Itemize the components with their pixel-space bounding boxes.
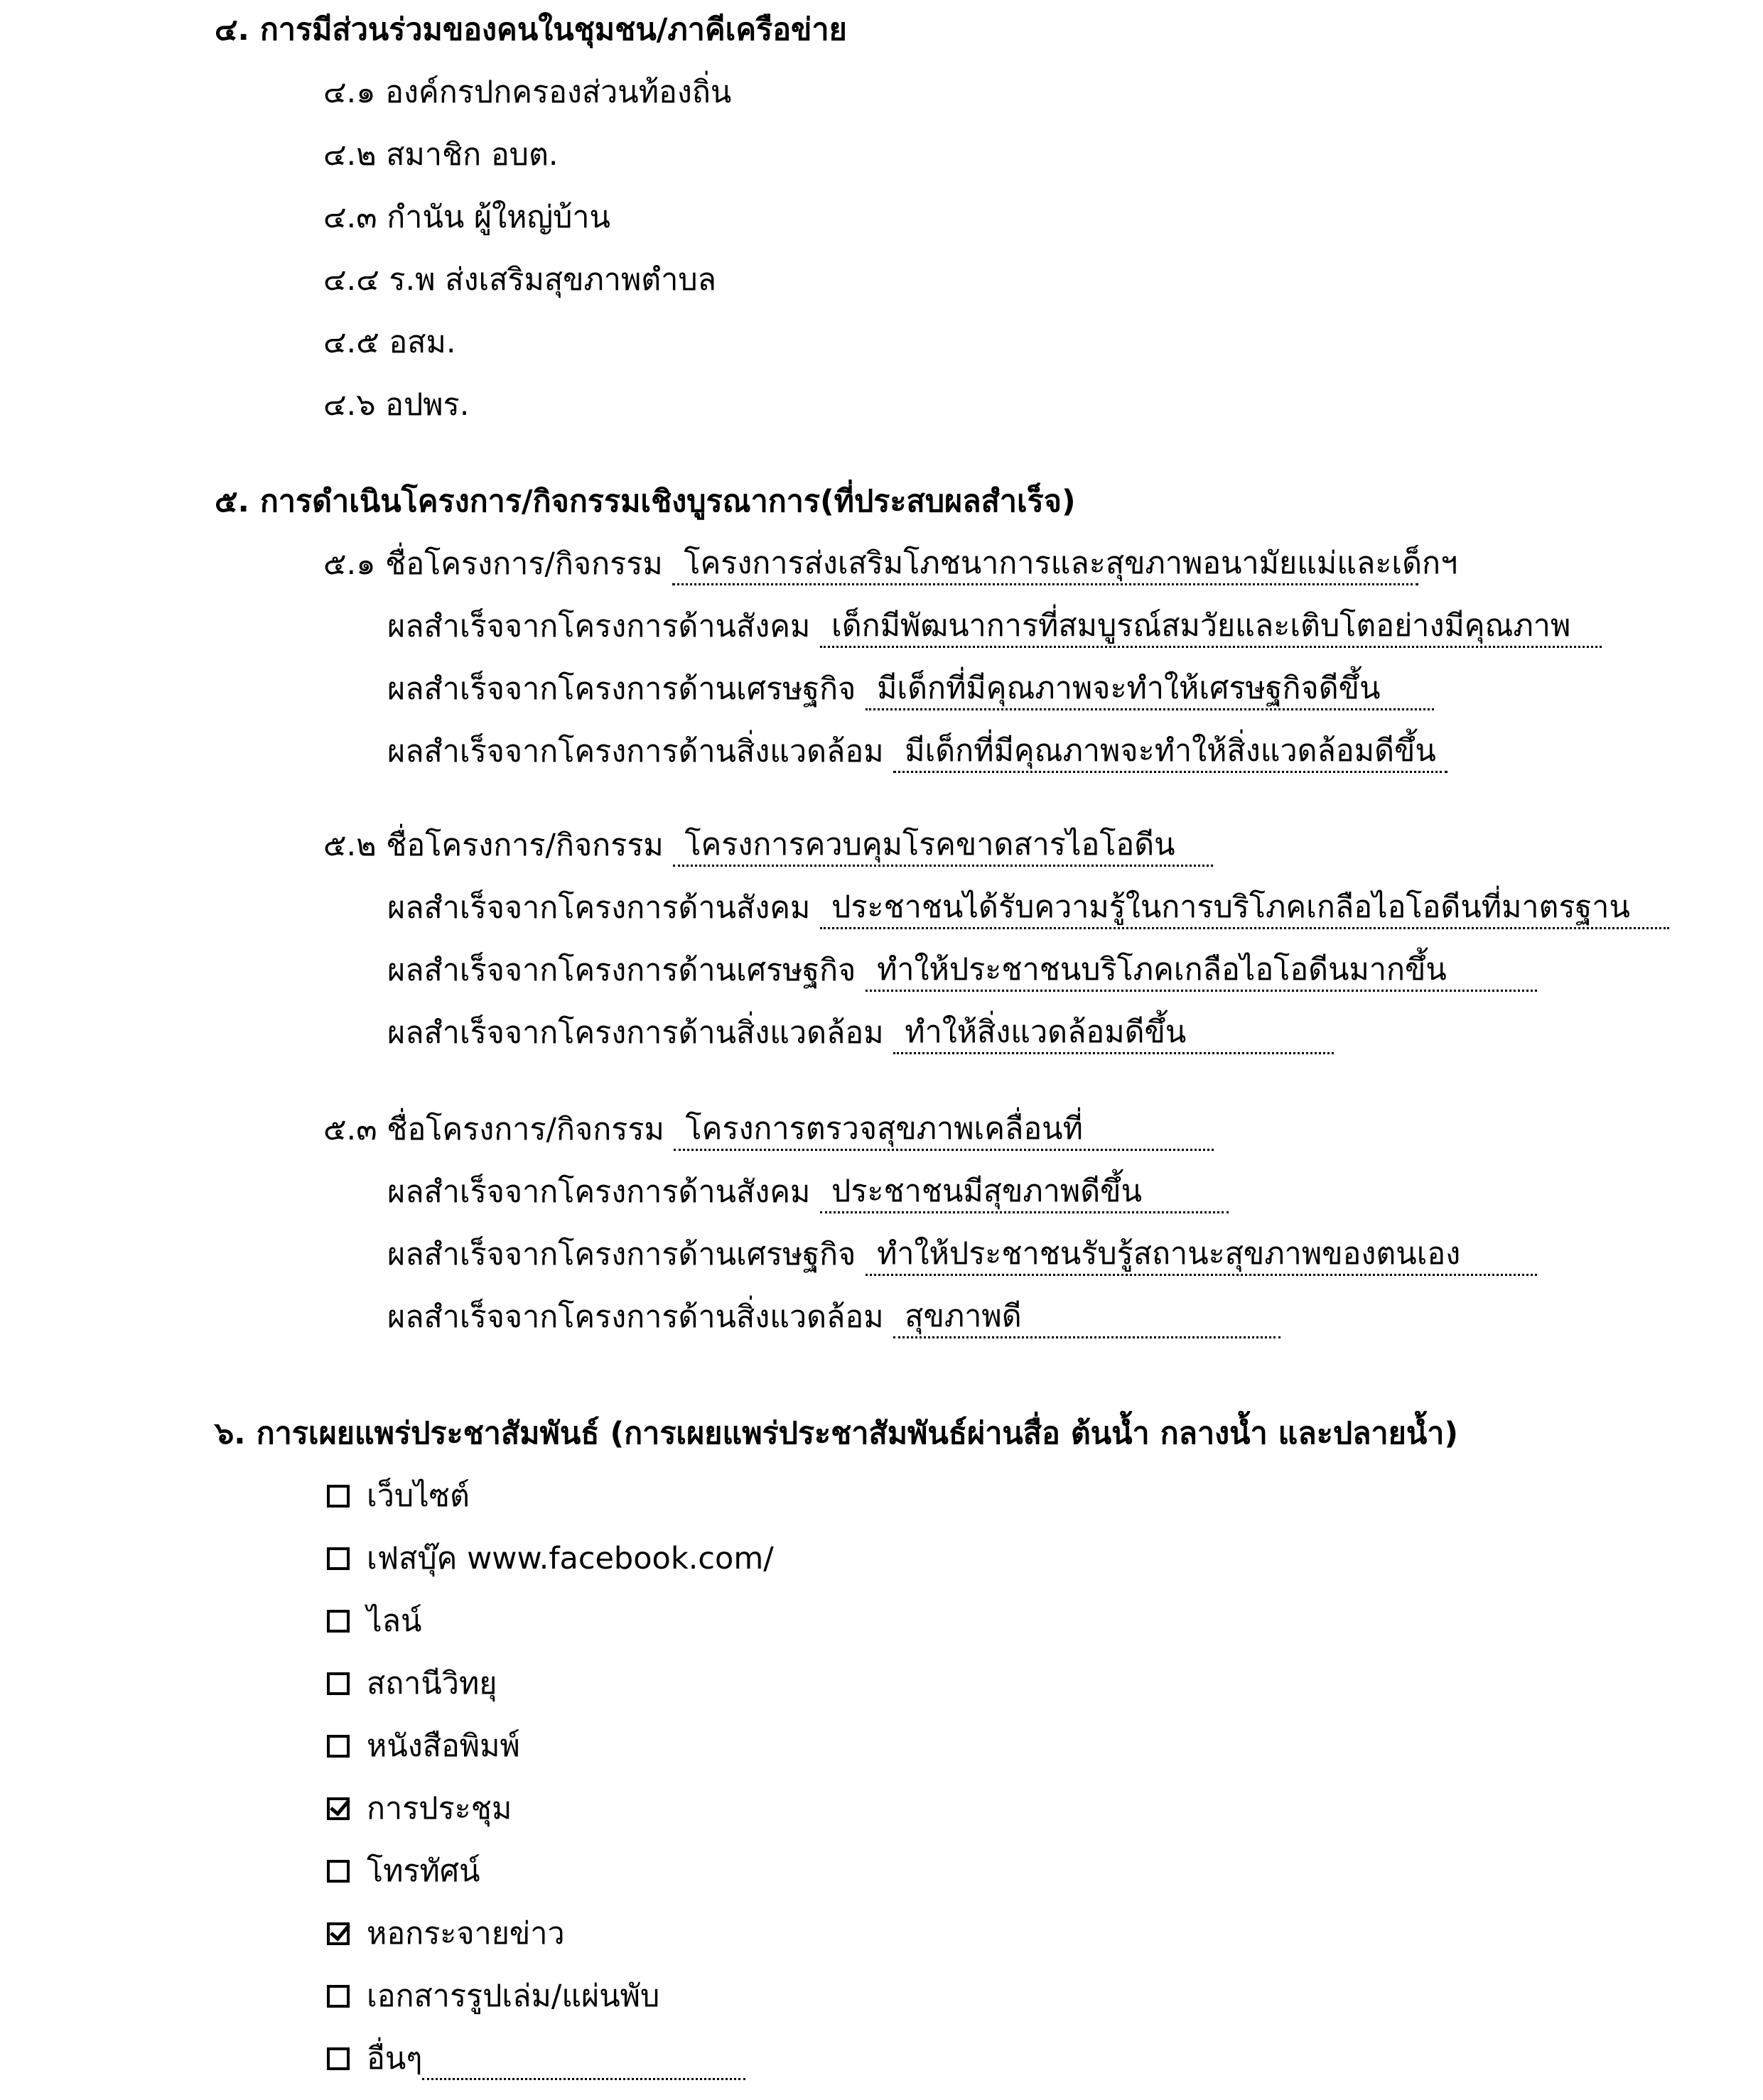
checkbox[interactable]: [327, 1735, 350, 1758]
media-option-other[interactable]: [327, 2037, 745, 2080]
media-option-label: เอกสารรูปเล่ม/แผ่นพับ: [367, 1979, 660, 2014]
media-option-brochure[interactable]: [327, 1975, 659, 2018]
other-input-line[interactable]: [422, 2045, 745, 2080]
media-option-label: เฟสบุ๊ค www.facebook.com/: [367, 1541, 774, 1576]
social-result-label: ผลสำเร็จจากโครงการด้านสังคม: [387, 609, 811, 644]
environment-result-label: ผลสำเร็จจากโครงการด้านสิ่งแวดล้อม: [387, 1299, 884, 1335]
section-6-heading: ๖. การเผยแพร่ประชาสัมพันธ์ (การเผยแพร่ประชาสัมพันธ์ผ่านสื่อ ต้นน้ำ กลางน้ำ และปลายน้ำ): [215, 1416, 1459, 1451]
checkbox[interactable]: [327, 1672, 350, 1695]
social-result-label: ผลสำเร็จจากโครงการด้านสังคม: [387, 890, 811, 926]
section-4-heading: ๔. การมีส่วนร่วมของคนในชุมชน/ภาคีเครือข่าย: [215, 12, 847, 48]
social-result-row: [387, 605, 1602, 648]
checkbox[interactable]: [327, 1547, 350, 1570]
project-title-row: [323, 824, 1213, 867]
checkbox[interactable]: [327, 1610, 350, 1633]
economic-result-row: [387, 949, 1537, 992]
checkbox[interactable]: [327, 2047, 350, 2070]
project-name-field[interactable]: โครงการควบคุมโรคขาดสารไอโอดีน: [673, 825, 1213, 867]
economic-result-label: ผลสำเร็จจากโครงการด้านเศรษฐกิจ: [387, 671, 856, 707]
checked-checkbox[interactable]: [327, 1922, 350, 1945]
media-option-label: หอกระจายข่าว: [367, 1916, 565, 1952]
media-option-label: การประชุม: [367, 1791, 512, 1826]
section-4-item: ๔.๓ กำนัน ผู้ใหญ่บ้าน: [323, 200, 610, 235]
media-option-label: สถานีวิทยุ: [367, 1666, 497, 1701]
checkbox[interactable]: [327, 1485, 350, 1508]
checkbox[interactable]: [327, 1985, 350, 2008]
social-result-row: [387, 887, 1669, 929]
environment-result-field[interactable]: สุขภาพดี: [893, 1297, 1281, 1338]
media-option-broadcast-tower[interactable]: [327, 1912, 565, 1955]
media-option-line[interactable]: [327, 1600, 421, 1642]
environment-result-field[interactable]: ทำให้สิ่งแวดล้อมดีขึ้น: [893, 1012, 1334, 1054]
environment-result-row: [387, 1296, 1281, 1338]
checked-checkbox[interactable]: [327, 1797, 350, 1820]
section-4-item: ๔.๖ อปพร.: [323, 387, 470, 423]
project-name-field[interactable]: โครงการส่งเสริมโภชนาการและสุขภาพอนามัยแม่และเด็กฯ: [672, 543, 1418, 585]
project-label: ๕.๑ ชื่อโครงการ/กิจกรรม: [323, 546, 663, 582]
media-option-television[interactable]: [327, 1850, 480, 1893]
social-result-row: [387, 1171, 1229, 1213]
section-4-item: ๔.๑ องค์กรปกครองส่วนท้องถิ่น: [323, 75, 732, 110]
media-option-label: ไลน์: [367, 1603, 422, 1639]
media-option-website[interactable]: [327, 1475, 470, 1517]
economic-result-label: ผลสำเร็จจากโครงการด้านเศรษฐกิจ: [387, 953, 856, 988]
media-option-newspaper[interactable]: [327, 1725, 520, 1768]
environment-result-label: ผลสำเร็จจากโครงการด้านสิ่งแวดล้อม: [387, 734, 884, 769]
media-option-label: หนังสือพิมพ์: [367, 1728, 520, 1764]
project-title-row: [323, 543, 1458, 585]
environment-result-field[interactable]: มีเด็กที่มีคุณภาพจะทำให้สิ่งแวดล้อมดีขึ้น: [893, 731, 1447, 773]
environment-result-row: [387, 1012, 1334, 1054]
project-title-row: [323, 1108, 1214, 1151]
economic-result-label: ผลสำเร็จจากโครงการด้านเศรษฐกิจ: [387, 1237, 856, 1272]
social-result-field[interactable]: ประชาชนมีสุขภาพดีขึ้น: [820, 1171, 1229, 1213]
project-name-field[interactable]: โครงการตรวจสุขภาพเคลื่อนที่: [674, 1109, 1214, 1151]
environment-result-row: [387, 730, 1447, 773]
social-result-field[interactable]: เด็กมีพัฒนาการที่สมบูรณ์สมวัยและเติบโตอย่างมีคุณภาพ: [820, 606, 1602, 648]
media-option-label: โทรทัศน์: [367, 1853, 480, 1889]
project-label: ๕.๒ ชื่อโครงการ/กิจกรรม: [323, 828, 664, 863]
economic-result-field[interactable]: ทำให้ประชาชนบริโภคเกลือไอโอดีนมากขึ้น: [866, 950, 1537, 992]
economic-result-row: [387, 1233, 1537, 1276]
media-option-facebook[interactable]: [327, 1537, 774, 1580]
economic-result-field[interactable]: ทำให้ประชาชนรับรู้สถานะสุขภาพของตนเอง: [866, 1234, 1537, 1276]
section-4-item: ๔.๔ ร.พ ส่งเสริมสุขภาพตำบล: [323, 262, 717, 298]
economic-result-row: [387, 668, 1434, 710]
media-option-label: เว็บไซต์: [367, 1478, 470, 1514]
environment-result-label: ผลสำเร็จจากโครงการด้านสิ่งแวดล้อม: [387, 1015, 884, 1051]
project-label: ๕.๓ ชื่อโครงการ/กิจกรรม: [323, 1112, 664, 1147]
social-result-field[interactable]: ประชาชนได้รับความรู้ในการบริโภคเกลือไอโอดีนที่มาตรฐาน: [820, 887, 1669, 929]
economic-result-field[interactable]: มีเด็กที่มีคุณภาพจะทำให้เศรษฐกิจดีขึ้น: [866, 669, 1434, 710]
section-5-heading: ๕. การดำเนินโครงการ/กิจกรรมเชิงบูรณาการ(ที่ประสบผลสำเร็จ): [215, 484, 1076, 519]
media-option-label: อื่นๆ: [367, 2041, 423, 2077]
social-result-label: ผลสำเร็จจากโครงการด้านสังคม: [387, 1174, 811, 1210]
media-option-meeting[interactable]: [327, 1787, 512, 1830]
media-option-radio[interactable]: [327, 1662, 497, 1705]
checkbox[interactable]: [327, 1860, 350, 1883]
section-4-item: ๔.๕ อสม.: [323, 325, 456, 360]
section-4-item: ๔.๒ สมาชิก อบต.: [323, 137, 559, 173]
